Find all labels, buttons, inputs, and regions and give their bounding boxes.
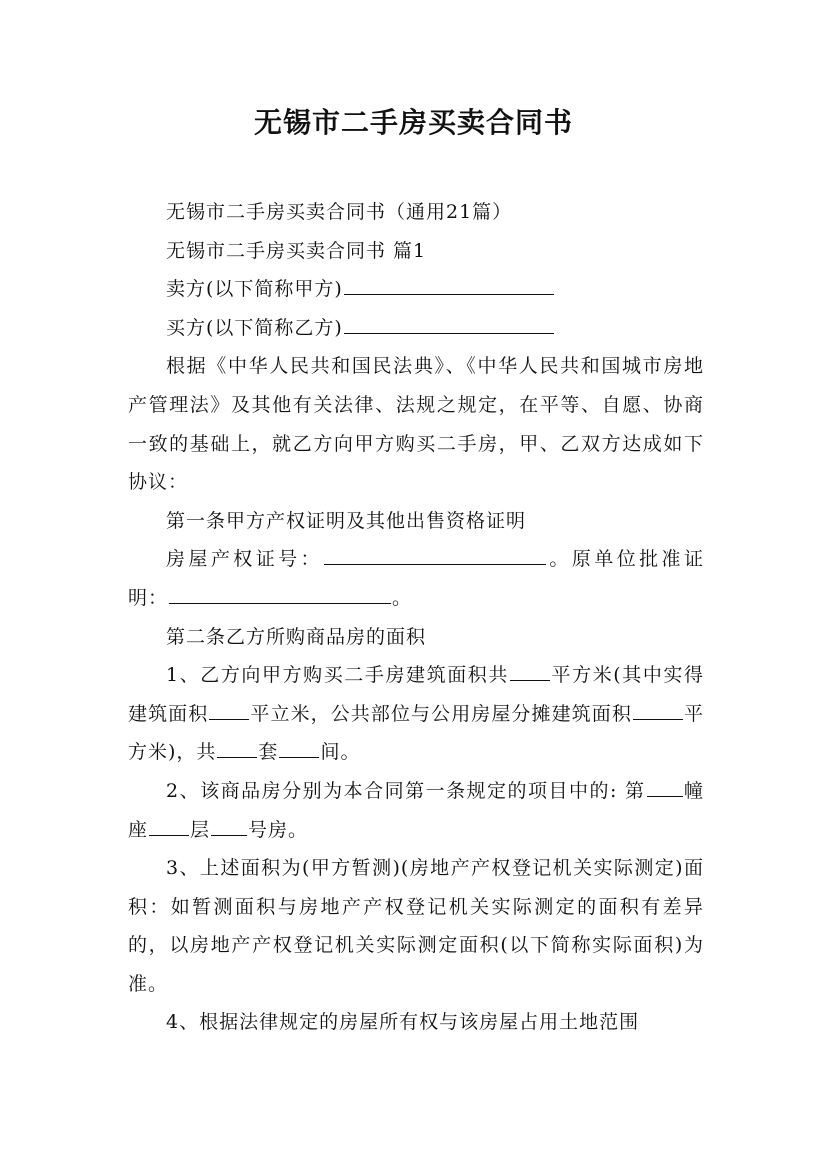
fill-in-blank — [510, 660, 550, 681]
fill-in-blank — [633, 699, 683, 720]
fill-in-blank — [344, 274, 554, 295]
paragraph-text: 。原单位批准证明： — [128, 548, 704, 609]
fill-in-blank — [209, 699, 249, 720]
paragraph — [128, 309, 704, 348]
paragraph-text: 1、乙方向甲方购买二手房建筑面积共 — [166, 664, 509, 687]
paragraph-text: 号房。 — [248, 818, 309, 841]
paragraph-text: 无锡市二手房买卖合同书（通用21篇） — [166, 201, 513, 223]
fill-in-blank — [217, 737, 257, 758]
paragraph-text: 房屋产权证号： — [166, 548, 323, 571]
paragraph — [128, 772, 704, 849]
paragraph — [128, 849, 704, 1003]
paragraph-text: 买方(以下简称乙方) — [166, 316, 343, 339]
paragraph — [128, 540, 704, 617]
paragraph — [128, 502, 704, 541]
paragraph — [128, 347, 704, 501]
paragraph — [128, 1003, 704, 1042]
paragraph-text: 套 — [258, 741, 279, 764]
fill-in-blank — [169, 583, 391, 604]
paragraph-text: 。 — [392, 586, 413, 609]
paragraph-text: 平方米)，共 — [128, 702, 704, 764]
paragraph — [128, 270, 704, 309]
paragraph-text: 2、该商品房分别为本合同第一条规定的项目中的: 第 — [166, 779, 646, 802]
paragraph-text: 幢座 — [128, 779, 704, 841]
fill-in-blank — [647, 776, 683, 797]
paragraph-text: 4、根据法律规定的房屋所有权与该房屋占用土地范围 — [166, 1011, 640, 1034]
paragraph-text: 3、上述面积为(甲方暂测)(房地产产权登记机关实际测定)面积：如暂测面积与房地产产权登记机关实际测定的面积有差异的，以房地产产权登记机关实际测定面积(以下简称实际面积)为准。 — [128, 857, 704, 995]
document-body — [128, 193, 704, 1042]
fill-in-blank — [211, 815, 247, 836]
paragraph-text: 层 — [190, 818, 211, 841]
fill-in-blank — [344, 313, 554, 334]
paragraph — [128, 656, 704, 772]
paragraph — [128, 193, 704, 232]
paragraph-text: 间。 — [320, 741, 361, 764]
fill-in-blank — [324, 544, 546, 565]
fill-in-blank — [149, 815, 189, 836]
paragraph-text: 平立米，公共部位与公用房屋分摊建筑面积 — [250, 702, 632, 725]
paragraph-text: 平方米(其中实得建筑面积 — [128, 664, 705, 725]
paragraph — [128, 232, 704, 271]
paragraph-text: 根据《中华人民共和国民法典》、《中华人民共和国城市房地产管理法》及其他有关法律、法规之规定，在平等、自愿、协商一致的基础上，就乙方向甲方购买二手房，甲、乙双方达成如下协议： — [128, 355, 704, 494]
paragraph-text: 无锡市二手房买卖合同书 篇1 — [166, 239, 427, 262]
paragraph-text: 第二条乙方所购商品房的面积 — [166, 625, 427, 648]
paragraph-text: 第一条甲方产权证明及其他出售资格证明 — [166, 509, 527, 532]
paragraph-text: 卖方(以下简称甲方) — [166, 278, 343, 301]
document-title: 无锡市二手房买卖合同书 — [253, 106, 573, 139]
fill-in-blank — [279, 737, 319, 758]
paragraph — [128, 618, 704, 657]
